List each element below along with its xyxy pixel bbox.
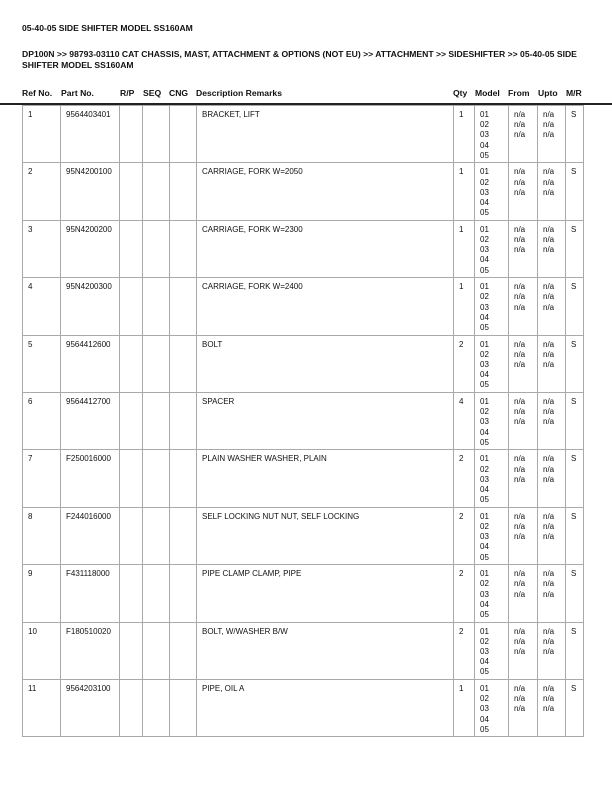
cell-from: n/a n/a n/a: [509, 622, 538, 679]
cell-empty: [120, 106, 143, 163]
cell-qty: 2: [454, 507, 475, 564]
page-title: 05-40-05 SIDE SHIFTER MODEL SS160AM: [22, 23, 193, 33]
cell-model: 01 02 03 04 05: [475, 106, 509, 163]
cell-empty: [120, 163, 143, 220]
cell-upto: n/a n/a n/a: [538, 679, 566, 736]
cell-upto: n/a n/a n/a: [538, 278, 566, 335]
cell-ref: 9: [23, 565, 61, 622]
cell-model: 01 02 03 04 05: [475, 163, 509, 220]
cell-model: 01 02 03 04 05: [475, 335, 509, 392]
parts-table: [22, 105, 584, 737]
cell-part: 95N4200200: [61, 220, 120, 277]
cell-empty: [170, 450, 197, 507]
cell-empty: [170, 392, 197, 449]
cell-empty: [143, 106, 170, 163]
cell-from: n/a n/a n/a: [509, 392, 538, 449]
column-header: M/R: [566, 88, 582, 98]
table-row: [23, 679, 584, 736]
cell-empty: [170, 335, 197, 392]
cell-mr: S: [566, 565, 584, 622]
cell-upto: n/a n/a n/a: [538, 507, 566, 564]
cell-desc: CARRIAGE, FORK W=2300: [197, 220, 454, 277]
cell-qty: 2: [454, 450, 475, 507]
cell-empty: [143, 565, 170, 622]
cell-empty: [143, 622, 170, 679]
cell-part: F250016000: [61, 450, 120, 507]
cell-qty: 1: [454, 679, 475, 736]
table-row: [23, 106, 584, 163]
cell-mr: S: [566, 450, 584, 507]
cell-from: n/a n/a n/a: [509, 565, 538, 622]
cell-upto: n/a n/a n/a: [538, 450, 566, 507]
cell-mr: S: [566, 220, 584, 277]
cell-upto: n/a n/a n/a: [538, 163, 566, 220]
cell-desc: PIPE CLAMP CLAMP, PIPE: [197, 565, 454, 622]
cell-empty: [143, 163, 170, 220]
cell-from: n/a n/a n/a: [509, 220, 538, 277]
cell-empty: [120, 450, 143, 507]
column-header: Description Remarks: [196, 88, 282, 98]
cell-qty: 1: [454, 163, 475, 220]
table-row: [23, 565, 584, 622]
table-row: [23, 220, 584, 277]
cell-mr: S: [566, 622, 584, 679]
cell-model: 01 02 03 04 05: [475, 679, 509, 736]
cell-empty: [170, 106, 197, 163]
column-header: Qty: [453, 88, 468, 98]
cell-part: 95N4200100: [61, 163, 120, 220]
cell-empty: [143, 335, 170, 392]
cell-empty: [120, 220, 143, 277]
cell-empty: [120, 335, 143, 392]
cell-empty: [170, 679, 197, 736]
table-row: [23, 392, 584, 449]
table-row: [23, 163, 584, 220]
column-header: From: [508, 88, 530, 98]
cell-empty: [143, 278, 170, 335]
cell-model: 01 02 03 04 05: [475, 622, 509, 679]
cell-empty: [120, 679, 143, 736]
column-header: Upto: [538, 88, 558, 98]
cell-empty: [120, 278, 143, 335]
cell-ref: 6: [23, 392, 61, 449]
cell-from: n/a n/a n/a: [509, 507, 538, 564]
cell-upto: n/a n/a n/a: [538, 622, 566, 679]
breadcrumb: DP100N >> 98793-03110 CAT CHASSIS, MAST, ATTACHMENT & OPTIONS (NOT EU) >> ATTACHMENT >> SIDESHIFTER >> 05-40-05 SIDE SHIFTER MODEL SS160AM: [22, 49, 577, 70]
cell-part: 95N4200300: [61, 278, 120, 335]
cell-ref: 7: [23, 450, 61, 507]
cell-from: n/a n/a n/a: [509, 278, 538, 335]
column-header: R/P: [120, 88, 135, 98]
column-header: SEQ: [143, 88, 162, 98]
cell-ref: 5: [23, 335, 61, 392]
cell-model: 01 02 03 04 05: [475, 278, 509, 335]
cell-empty: [143, 220, 170, 277]
cell-mr: S: [566, 507, 584, 564]
cell-from: n/a n/a n/a: [509, 106, 538, 163]
table-row: [23, 450, 584, 507]
cell-empty: [143, 679, 170, 736]
cell-empty: [120, 622, 143, 679]
cell-ref: 10: [23, 622, 61, 679]
cell-mr: S: [566, 679, 584, 736]
cell-ref: 11: [23, 679, 61, 736]
column-header: CNG: [169, 88, 189, 98]
cell-desc: CARRIAGE, FORK W=2400: [197, 278, 454, 335]
cell-qty: 1: [454, 220, 475, 277]
table-row: [23, 335, 584, 392]
cell-from: n/a n/a n/a: [509, 679, 538, 736]
cell-empty: [170, 565, 197, 622]
column-header: Part No.: [61, 88, 94, 98]
cell-desc: PIPE, OIL A: [197, 679, 454, 736]
cell-mr: S: [566, 392, 584, 449]
cell-upto: n/a n/a n/a: [538, 220, 566, 277]
cell-empty: [120, 392, 143, 449]
table-row: [23, 507, 584, 564]
cell-model: 01 02 03 04 05: [475, 450, 509, 507]
cell-part: 9564203100: [61, 679, 120, 736]
cell-desc: BRACKET, LIFT: [197, 106, 454, 163]
cell-empty: [143, 392, 170, 449]
cell-ref: 1: [23, 106, 61, 163]
cell-ref: 4: [23, 278, 61, 335]
cell-mr: S: [566, 335, 584, 392]
cell-part: F431118000: [61, 565, 120, 622]
column-header: Model: [475, 88, 500, 98]
cell-model: 01 02 03 04 05: [475, 392, 509, 449]
cell-part: 9564412700: [61, 392, 120, 449]
cell-part: 9564412600: [61, 335, 120, 392]
cell-from: n/a n/a n/a: [509, 335, 538, 392]
cell-empty: [170, 220, 197, 277]
cell-part: F180510020: [61, 622, 120, 679]
table-row: [23, 278, 584, 335]
cell-ref: 2: [23, 163, 61, 220]
cell-desc: SPACER: [197, 392, 454, 449]
cell-mr: S: [566, 106, 584, 163]
cell-part: F244016000: [61, 507, 120, 564]
cell-qty: 2: [454, 335, 475, 392]
cell-empty: [143, 450, 170, 507]
cell-empty: [170, 622, 197, 679]
cell-empty: [170, 278, 197, 335]
cell-qty: 4: [454, 392, 475, 449]
cell-model: 01 02 03 04 05: [475, 220, 509, 277]
cell-model: 01 02 03 04 05: [475, 507, 509, 564]
cell-mr: S: [566, 278, 584, 335]
table-row: [23, 622, 584, 679]
cell-ref: 3: [23, 220, 61, 277]
cell-desc: CARRIAGE, FORK W=2050: [197, 163, 454, 220]
cell-qty: 2: [454, 622, 475, 679]
cell-model: 01 02 03 04 05: [475, 565, 509, 622]
cell-from: n/a n/a n/a: [509, 163, 538, 220]
cell-desc: BOLT, W/WASHER B/W: [197, 622, 454, 679]
cell-desc: PLAIN WASHER WASHER, PLAIN: [197, 450, 454, 507]
cell-empty: [170, 163, 197, 220]
cell-desc: SELF LOCKING NUT NUT, SELF LOCKING: [197, 507, 454, 564]
column-header: Ref No.: [22, 88, 53, 98]
cell-from: n/a n/a n/a: [509, 450, 538, 507]
cell-upto: n/a n/a n/a: [538, 106, 566, 163]
cell-mr: S: [566, 163, 584, 220]
cell-part: 9564403401: [61, 106, 120, 163]
cell-empty: [143, 507, 170, 564]
cell-empty: [170, 507, 197, 564]
cell-qty: 2: [454, 565, 475, 622]
cell-empty: [120, 507, 143, 564]
cell-ref: 8: [23, 507, 61, 564]
cell-qty: 1: [454, 106, 475, 163]
cell-upto: n/a n/a n/a: [538, 392, 566, 449]
cell-desc: BOLT: [197, 335, 454, 392]
cell-qty: 1: [454, 278, 475, 335]
cell-upto: n/a n/a n/a: [538, 335, 566, 392]
cell-upto: n/a n/a n/a: [538, 565, 566, 622]
cell-empty: [120, 565, 143, 622]
